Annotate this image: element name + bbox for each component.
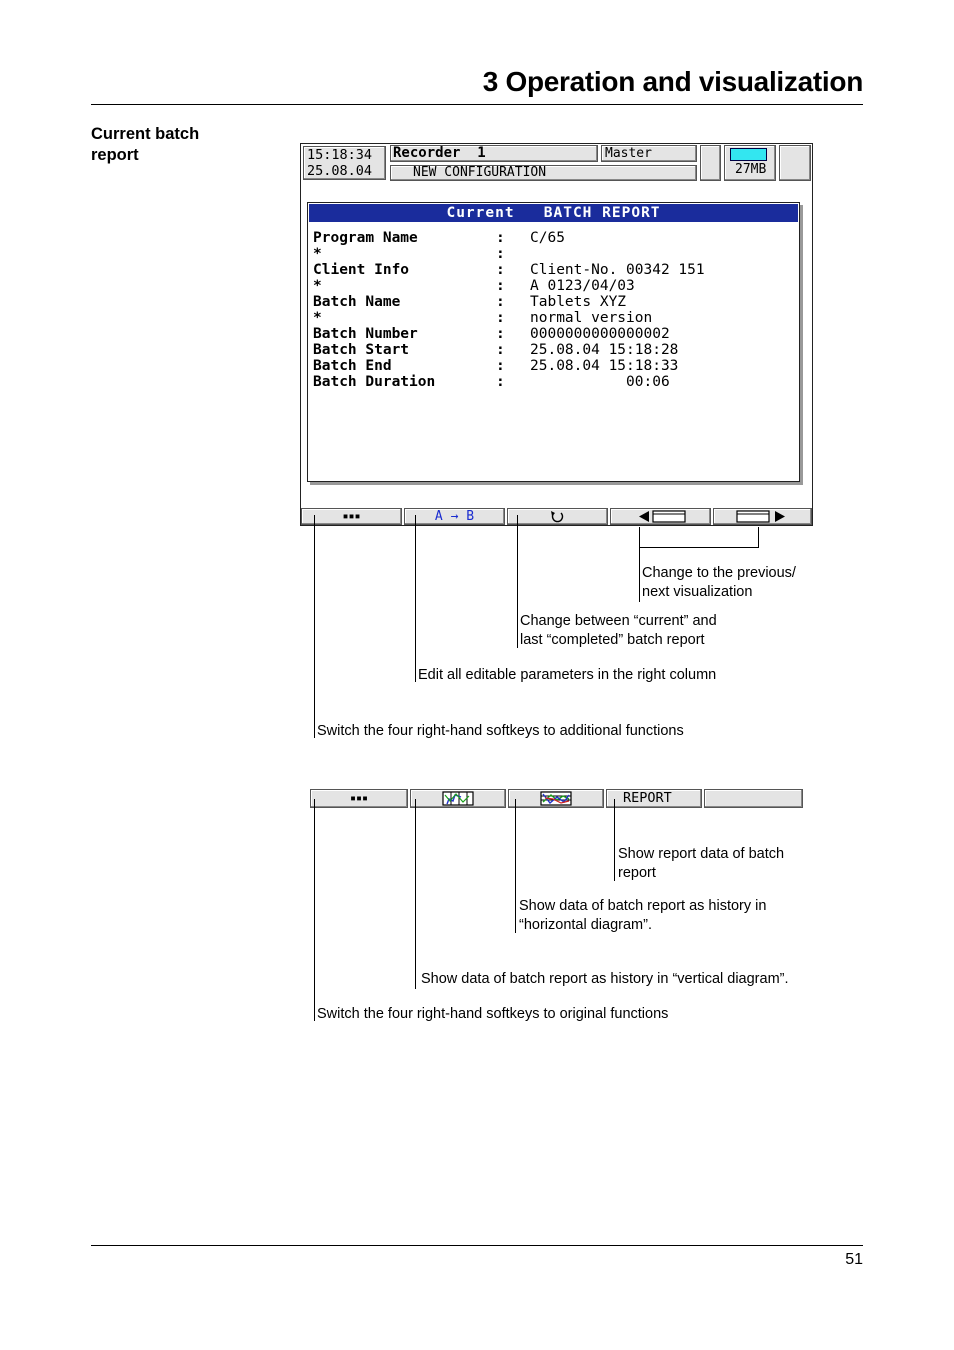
vertical-diagram-icon: [441, 791, 475, 806]
callout-line-toggle: [517, 515, 518, 648]
next-visualization-softkey[interactable]: [713, 508, 812, 525]
report-row-value[interactable]: 25.08.04 15:18:33: [530, 358, 679, 374]
report-row-colon: :: [496, 310, 505, 326]
callout-bracket: [639, 547, 759, 548]
master-label: Master: [601, 145, 697, 162]
horizontal-diagram-softkey[interactable]: [508, 789, 604, 808]
report-row-label: Batch Duration: [313, 374, 436, 390]
report-row-colon: :: [496, 230, 505, 246]
alternate-softkey-bar: [310, 789, 803, 808]
callout-line-visualization: [639, 547, 640, 602]
note-report-data: Show report data of batch report: [618, 846, 785, 881]
next-visualization-icon: [733, 509, 793, 524]
report-row-label: Batch Number: [313, 326, 418, 342]
note-toggle-report: Change between “current” and last “completed” batch report: [520, 613, 717, 648]
callout-line-more: [314, 515, 315, 738]
report-row-label: Client Info: [313, 262, 410, 278]
report-row-label: Batch Name: [313, 294, 401, 310]
recorder-name: Recorder 1: [390, 145, 598, 162]
report-row-label: Program Name: [313, 230, 418, 246]
report-row-colon: :: [496, 294, 505, 310]
report-row-colon: :: [496, 342, 505, 358]
chapter-title: 3 Operation and visualization: [482, 66, 863, 97]
rotate-icon: [546, 509, 570, 524]
memory-indicator: [724, 145, 776, 181]
report-row-colon: :: [496, 374, 505, 390]
note-edit-parameters: Edit all editable parameters in the right column: [418, 667, 717, 683]
more-softkey-alt[interactable]: ▪▪▪: [310, 789, 408, 808]
callout-line-next: [758, 527, 759, 548]
callout-line-prev: [639, 527, 640, 548]
report-row-value[interactable]: 00:06: [530, 374, 670, 390]
report-row-label: Batch Start: [313, 342, 410, 358]
memory-card-icon: [730, 148, 767, 161]
report-row-value[interactable]: 25.08.04 15:18:28: [530, 342, 679, 358]
report-row-label: *: [313, 246, 322, 262]
note-horizontal-diagram: Show data of batch report as history in “horizontal diagram”.: [519, 898, 767, 933]
report-row-value[interactable]: 0000000000000002: [530, 326, 670, 342]
section-heading: Current batch report: [91, 125, 200, 164]
report-row-colon: :: [496, 326, 505, 342]
previous-visualization-icon: [631, 509, 691, 524]
note-vertical-diagram: Show data of batch report as history in “vertical diagram”.: [421, 971, 789, 987]
time-label: 15:18:34: [307, 147, 373, 163]
report-row-value[interactable]: A 0123/04/03: [530, 278, 635, 294]
report-row-label: *: [313, 310, 322, 326]
note-original-functions: Switch the four right-hand softkeys to original functions: [317, 1006, 669, 1022]
report-row-label: Batch End: [313, 358, 392, 374]
batch-report-panel: [307, 202, 800, 482]
more-softkey[interactable]: ▪▪▪: [301, 508, 402, 525]
report-row-colon: :: [496, 278, 505, 294]
recorder-screen: [300, 143, 813, 526]
note-additional-functions: Switch the four right-hand softkeys to additional functions: [317, 723, 684, 739]
status-corner: [779, 145, 811, 181]
status-blank: [700, 145, 721, 181]
blank-softkey[interactable]: [704, 789, 803, 808]
report-row-value[interactable]: normal version: [530, 310, 653, 326]
edit-softkey[interactable]: A → B: [404, 508, 505, 525]
report-row-value[interactable]: Client-No. 00342 151: [530, 262, 705, 278]
note-visualization: Change to the previous/ next visualization: [642, 565, 796, 600]
callout-line-original: [314, 799, 315, 1021]
vertical-diagram-softkey[interactable]: [410, 789, 506, 808]
report-row-colon: :: [496, 358, 505, 374]
callout-line-horizontal: [515, 799, 516, 933]
report-row-colon: :: [496, 246, 505, 262]
previous-visualization-softkey[interactable]: [610, 508, 711, 525]
callout-line-vertical: [415, 799, 416, 989]
memory-label: 27MB: [735, 162, 767, 177]
datetime-display: [303, 146, 386, 180]
callout-line-report: [614, 799, 615, 881]
report-row-value[interactable]: Tablets XYZ: [530, 294, 627, 310]
page-number: 51: [845, 1251, 863, 1268]
horizontal-diagram-icon: [539, 791, 573, 806]
toggle-report-softkey[interactable]: [507, 508, 608, 525]
footer-rule: [91, 1245, 863, 1246]
report-title: Current BATCH REPORT: [309, 204, 798, 222]
callout-line-edit: [415, 515, 416, 682]
report-row-value[interactable]: C/65: [530, 230, 565, 246]
date-label: 25.08.04: [307, 163, 373, 179]
header-rule: [91, 104, 863, 105]
report-row-colon: :: [496, 262, 505, 278]
report-softkey[interactable]: REPORT: [606, 789, 702, 808]
config-status: NEW CONFIGURATION: [390, 165, 697, 181]
report-row-label: *: [313, 278, 322, 294]
softkey-bar: [301, 508, 812, 526]
